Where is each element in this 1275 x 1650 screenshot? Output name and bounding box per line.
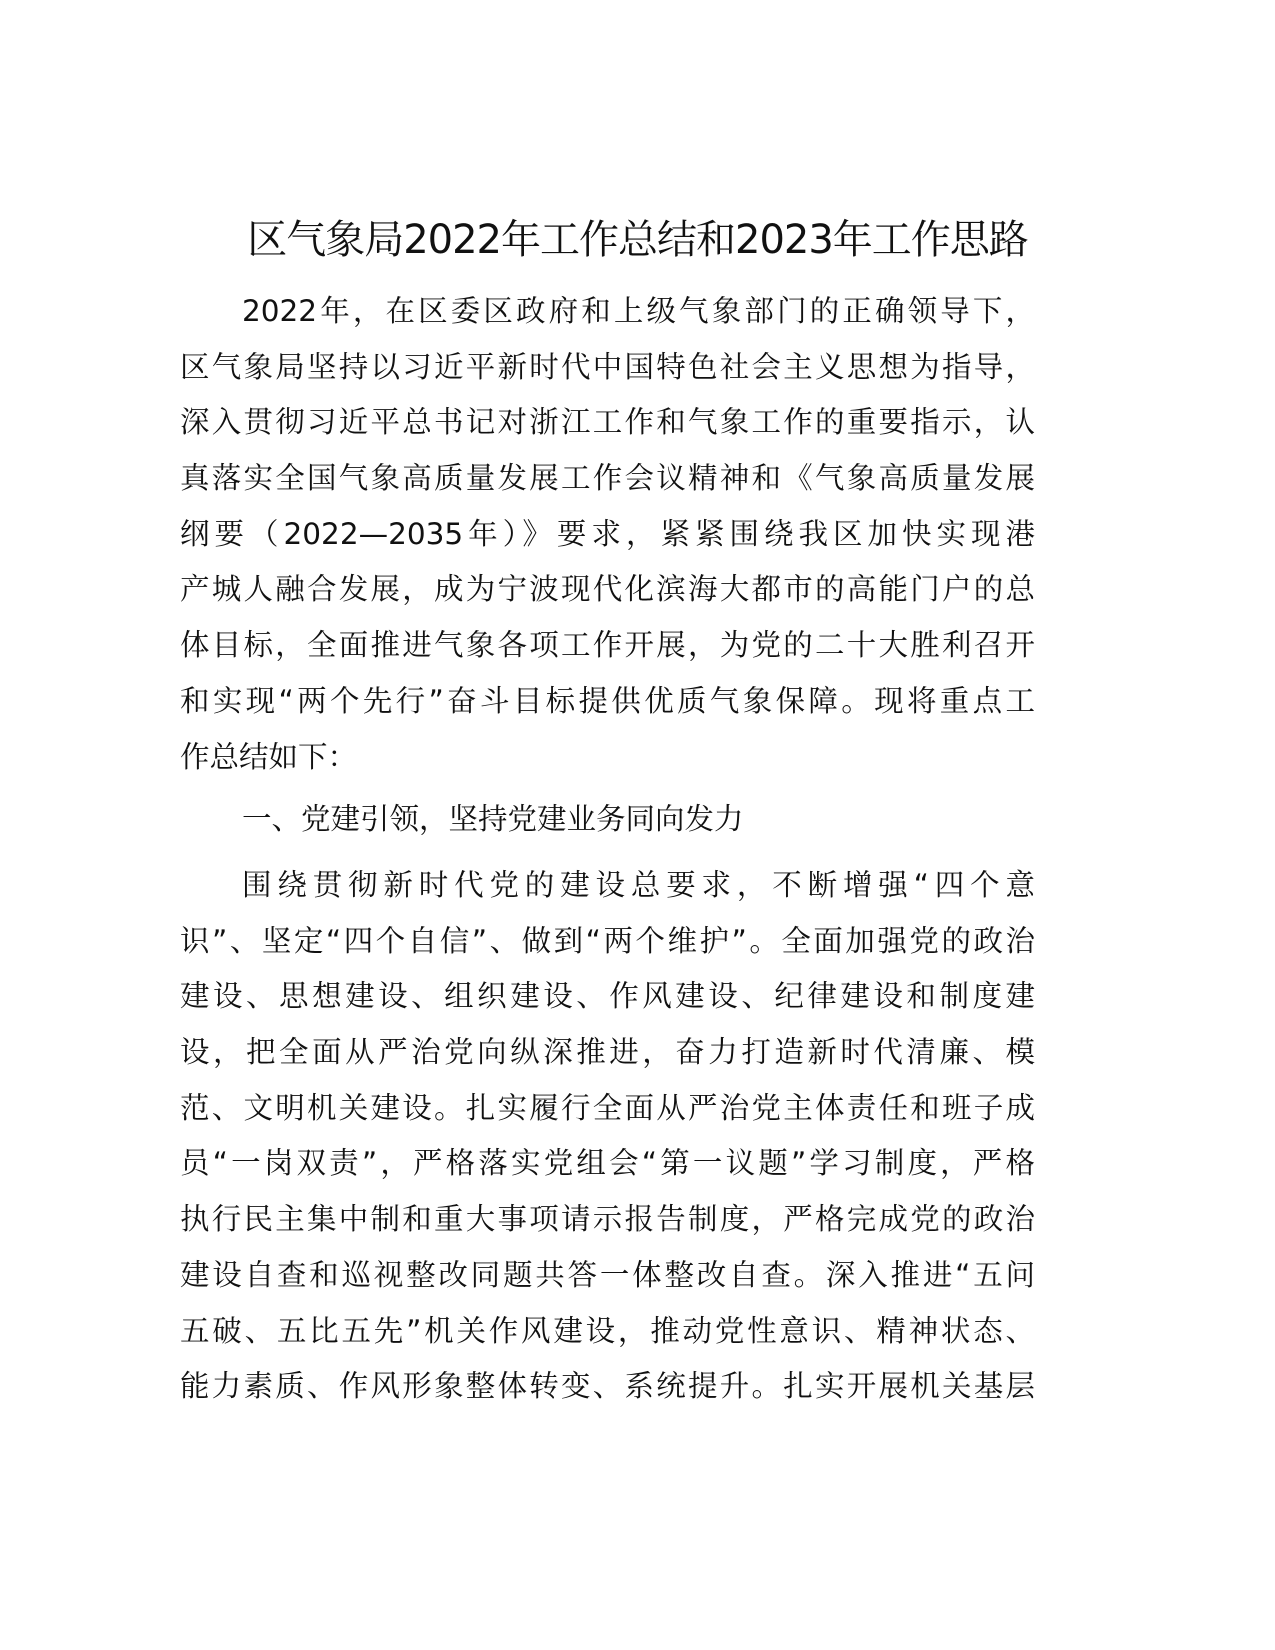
text-line: 五破、五比五先”机关作风建设，推动党性意识、精神状态、: [180, 1313, 1035, 1348]
text-line: 深入贯彻习近平总书记对浙江工作和气象工作的重要指示，认: [180, 405, 1035, 440]
text-line: 产城人融合发展，成为宁波现代化滨海大都市的高能门户的总: [180, 572, 1035, 607]
text-line: 体目标，全面推进气象各项工作开展，为党的二十大胜利召开: [180, 628, 1035, 663]
text-line: 作总结如下：: [180, 739, 358, 774]
text-line: 和实现“两个先行”奋斗目标提供优质气象保障。现将重点工: [180, 683, 1035, 718]
section-heading: [180, 792, 1035, 848]
text-line: 纲要（2022—2035年）》要求，紧紧围绕我区加快实现港: [180, 516, 1035, 551]
text-line: 建设自查和巡视整改同题共答一体整改自查。深入推进“五问: [180, 1257, 1035, 1292]
text-line: 能力素质、作风形象整体转变、系统提升。扎实开展机关基层: [180, 1369, 1035, 1404]
document-title: 区气象局2022年工作总结和2023年工作思路: [247, 217, 1028, 263]
text-line: 设，把全面从严治党向纵深推进，奋力打造新时代清廉、模: [180, 1035, 1035, 1070]
text-line: 围绕贯彻新时代党的建设总要求，不断增强“四个意: [242, 868, 1035, 902]
text-line: 执行民主集中制和重大事项请示报告制度，严格完成党的政治: [180, 1202, 1035, 1237]
paragraph-party-building: [180, 858, 1035, 1415]
text-line: 员“一岗双责”，严格落实党组会“第一议题”学习制度，严格: [180, 1146, 1035, 1181]
text-line: 范、文明机关建设。扎实履行全面从严治党主体责任和班子成: [180, 1090, 1035, 1125]
text-line: 真落实全国气象高质量发展工作会议精神和《气象高质量发展: [180, 461, 1035, 496]
text-line: 识”、坚定“四个自信”、做到“两个维护”。全面加强党的政治: [180, 923, 1035, 958]
heading-text: 一、党建引领，坚持党建业务同向发力: [242, 802, 744, 836]
text-line: 区气象局坚持以习近平新时代中国特色社会主义思想为指导，: [180, 349, 1035, 384]
paragraph-intro: [180, 284, 1035, 785]
text-line: 建设、思想建设、组织建设、作风建设、纪律建设和制度建: [180, 979, 1035, 1014]
text-line: 2022年，在区委区政府和上级气象部门的正确领导下，: [242, 294, 1035, 328]
